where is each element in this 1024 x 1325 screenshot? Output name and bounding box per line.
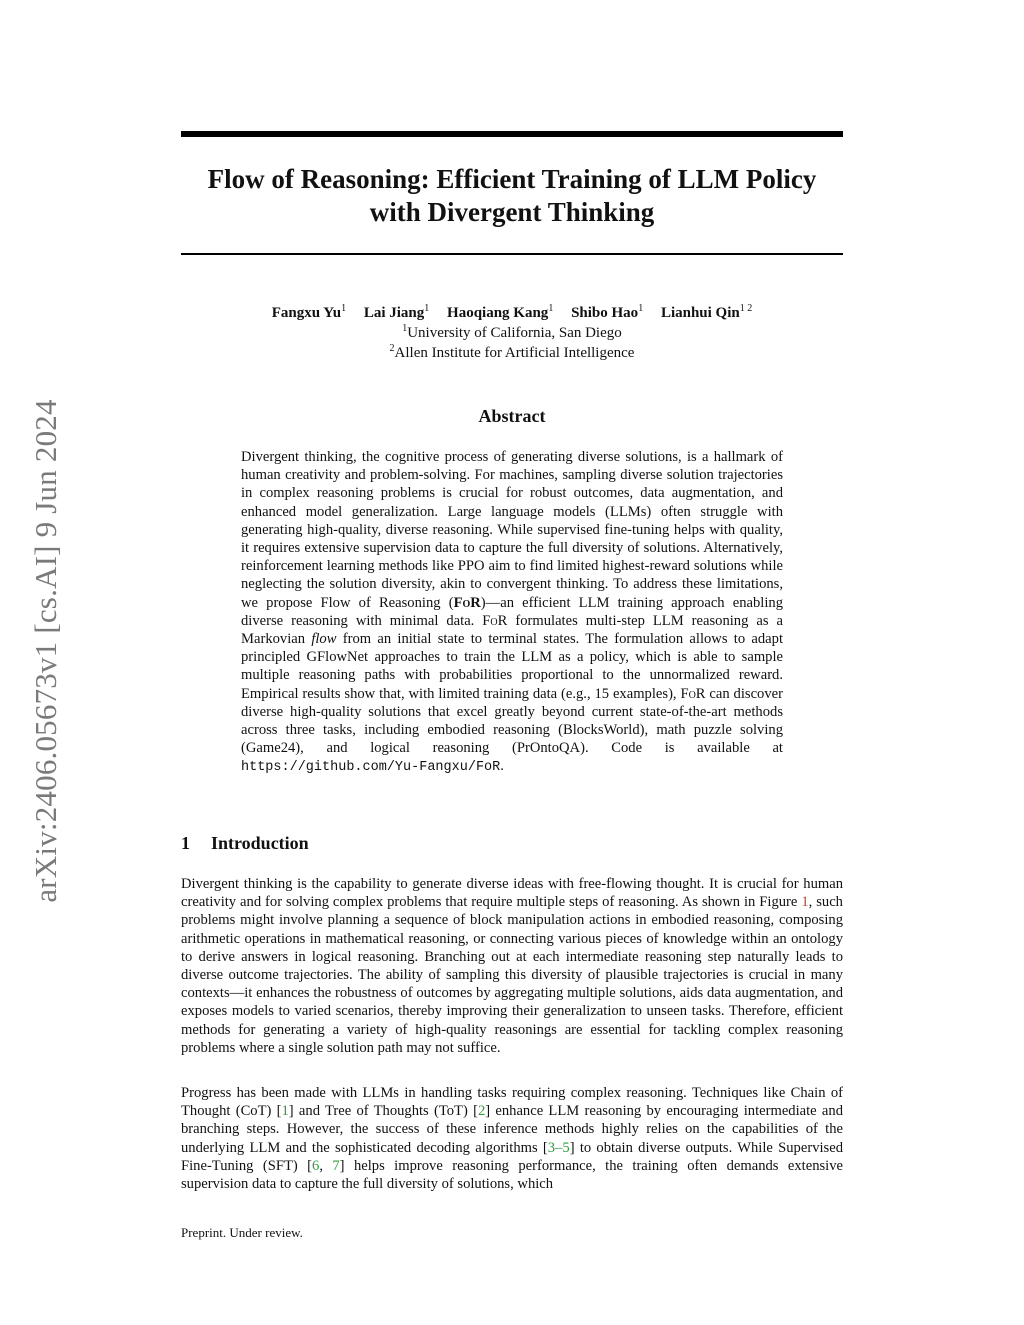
intro-paragraph: Divergent thinking is the capability to generate diverse ideas with free-flowing thought. It is crucial for human creativity and for solving complex problems that require multiple steps of reasoning. As shown in Figure 1, such problems might involve planning a sequence of block manipulation actions in embodied reasoning, composing arithmetic operations in mathematical reasoning, or connecting various pieces of knowledge within an ontology to derive answers in logical reasoning. Branching out at each intermediate reasoning step naturally leads to diverse outcome trajectories. The ability of sampling this diversity of plausible trajectories is crucial in many contexts—it enhances the robustness of outcomes by aggregating multiple solutions, aids data augmentation, and exposes models to varied scenarios, thereby improving their generalization to unseen tasks. Therefore, efficient methods for generating a variety of high-quality reasonings are essential for tackling complex reasoning problems where a single solution path may not suffice. bbox=[181, 876, 843, 1056]
abstract-heading: Abstract bbox=[478, 406, 546, 426]
footer-note: Preprint. Under review. bbox=[181, 1225, 303, 1240]
affiliation: $^2$Allen Institute for Artificial Intelligence bbox=[389, 343, 635, 361]
citation-link[interactable]: 3–5 bbox=[547, 1139, 570, 1156]
figure-link[interactable]: 1 bbox=[801, 894, 809, 911]
abstract-body: Divergent thinking, the cognitive process of generating diverse solutions, is a hallmark of human creativity and problem-solving. For machines, sampling diverse solution trajectories in complex reasoning problems is crucial for robust outcomes, data augmentation, and enhanced model generalization. Large language models (LLMs) often struggle with generating high-quality, diverse reasoning. While supervised fine-tuning helps with quality, it requires extensive supervision data to capture the full diversity of solutions. Alternatively, reinforcement learning methods like PPO aim to find limited highest-reward solutions while neglecting the solution diversity, akin to convergent thinking. To address these limitations, we propose Flow of Reasoning (FoR)—an efficient LLM training approach enabling diverse reasoning with minimal data. FoR formulates multi-step LLM reasoning as a Markovian flow from an initial state to terminal states. The formulation allows to adapt principled GFlowNet approaches to train the LLM as a policy, which is able to sample multiple reasoning paths with probabilities proportional to the unnormalized reward. Empirical results show that, with limited training data (e.g., 15 examples), FoR can discover diverse high-quality solutions that excel greatly beyond current state-of-the-art methods across three tasks, including embodied reasoning (BlocksWorld), math puzzle solving (Game24), and logical reasoning (PrOntoQA). Code is available at https://github.com/Yu-Fangxu/FoR. bbox=[241, 449, 783, 776]
affiliation: $^1$University of California, San Diego bbox=[402, 323, 622, 341]
intro-paragraph: Progress has been made with LLMs in handling tasks requiring complex reasoning. Techniques like Chain of Thought (CoT) [1] and Tree of Thoughts (ToT) [2] enhance LLM reasoning by encouraging intermediate and branching steps. However, the success of these inference methods highly relies on the capabilities of the underlying LLM and the sophisticated decoding algorithms [3–5] to obtain diverse outputs. While Supervised Fine-Tuning (SFT) [6, 7] helps improve reasoning performance, the training often demands extensive supervision data to capture the full diversity of solutions, which bbox=[181, 1085, 844, 1193]
citation-link[interactable]: 6 bbox=[312, 1157, 320, 1174]
citation-link[interactable]: 7 bbox=[332, 1157, 340, 1174]
section-heading: 1 Introduction bbox=[181, 833, 309, 853]
author: Lai Jiang$^1$ bbox=[363, 303, 430, 321]
arxiv-stamp: arXiv:2406.05673v1 [cs.AI] 9 Jun 2024 bbox=[28, 399, 63, 903]
title-bottom-rule bbox=[181, 253, 843, 255]
author: Haoqiang Kang$^1$ bbox=[447, 303, 554, 321]
author: Lianhui Qin$^{1 2}$ bbox=[660, 303, 753, 321]
author: Shibo Hao$^1$ bbox=[571, 303, 644, 321]
citation-link[interactable]: 2 bbox=[477, 1103, 486, 1120]
title-top-rule bbox=[181, 131, 843, 137]
title-line-2: with Divergent Thinking bbox=[369, 197, 655, 227]
paper-title bbox=[181, 163, 843, 229]
citation-link[interactable]: 1 bbox=[281, 1103, 289, 1120]
author: Fangxu Yu$^1$ bbox=[271, 303, 347, 321]
title-line-1: Flow of Reasoning: Efficient Training of LLM Policy bbox=[207, 164, 817, 194]
code-link[interactable]: https://github.com/Yu-Fangxu/FoR bbox=[241, 760, 501, 776]
